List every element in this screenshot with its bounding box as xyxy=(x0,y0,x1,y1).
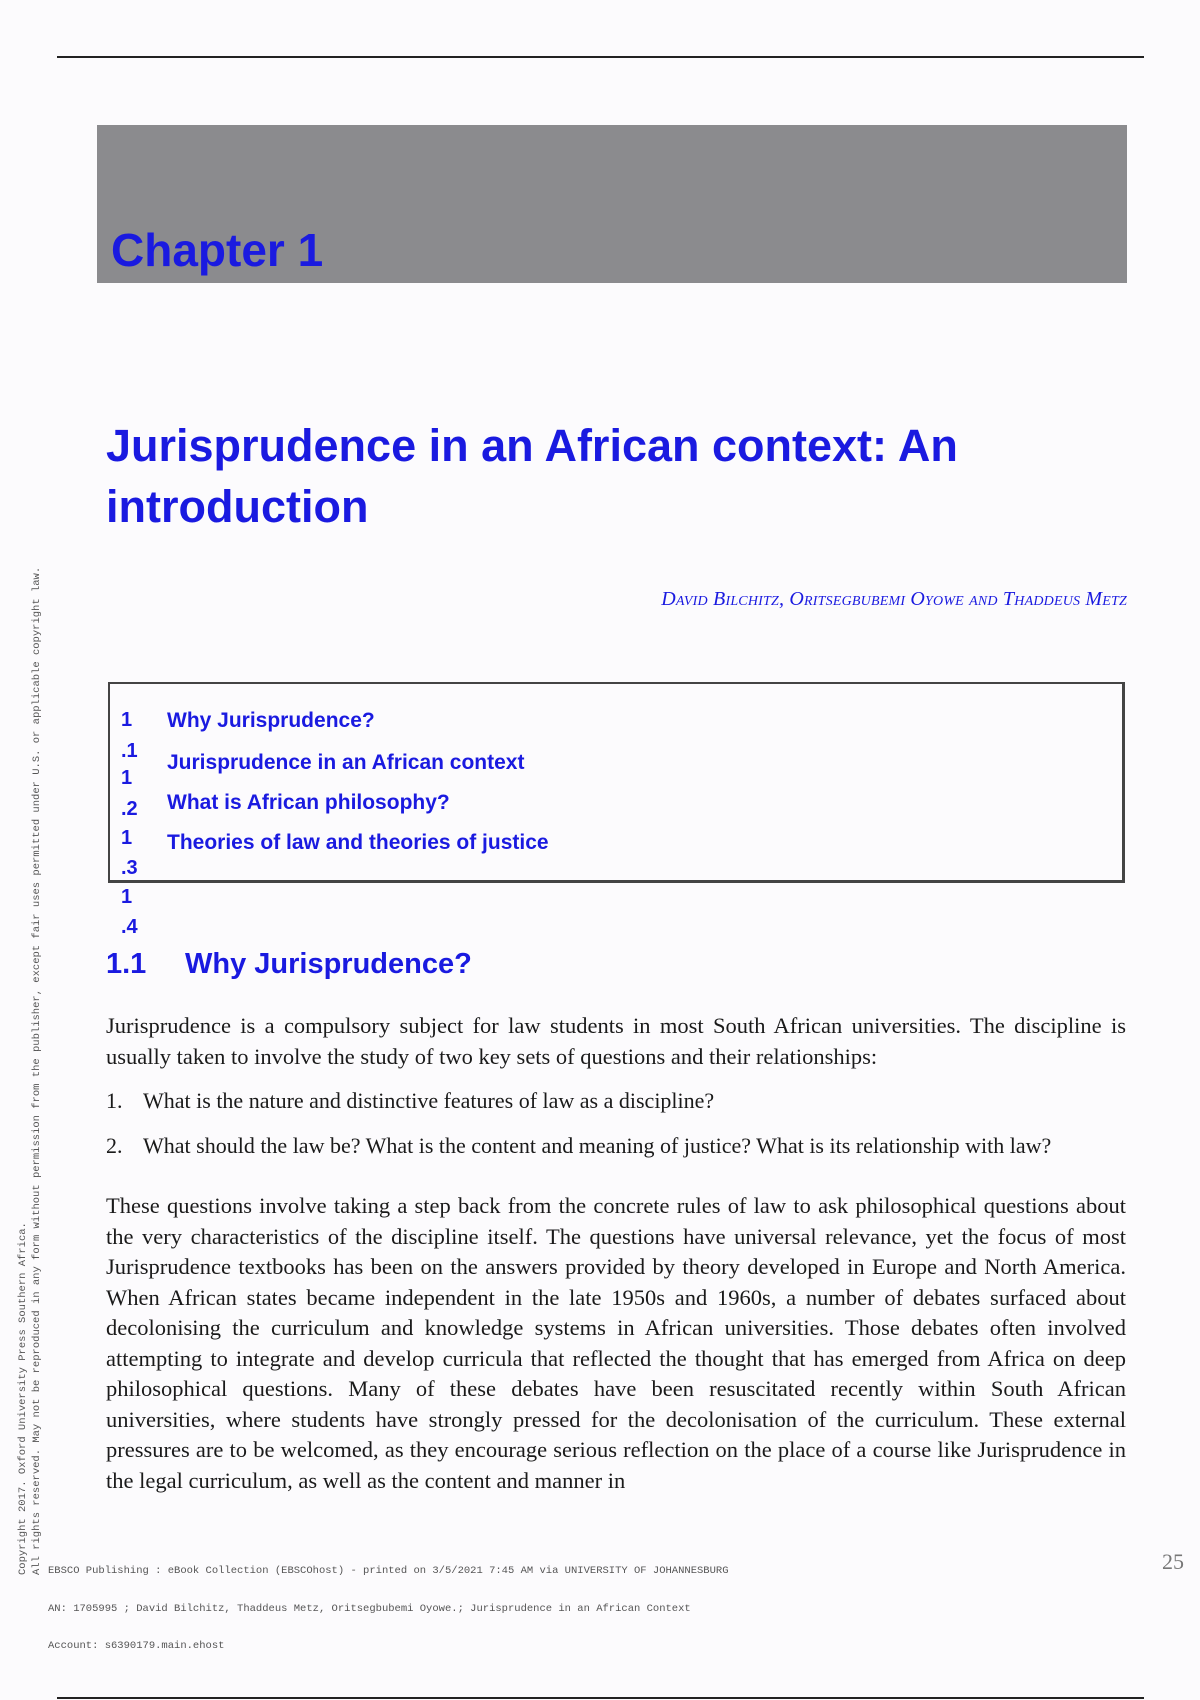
list-number: 1. xyxy=(106,1088,123,1113)
toc-number: .1 xyxy=(121,740,138,762)
toc-number: 1 xyxy=(121,709,133,731)
chapter-title: Jurisprudence in an African context: An introduction xyxy=(106,420,958,532)
footer-line: EBSCO Publishing : eBook Collection (EBSCOhost) - printed on 3/5/2021 7:45 AM via UNIVERSITY OF JOHANNESBURG xyxy=(48,1565,729,1577)
body-paragraph: Jurisprudence is a compulsory subject for law students in most South African universities. The discipline is usually taken to involve the study of two key sets of questions and their relationships: xyxy=(106,1013,1126,1069)
page-number: 25 xyxy=(1162,1549,1184,1574)
toc-number: 1 xyxy=(121,827,133,849)
copyright-line: All rights reserved. May not be reproduced in any form without permission from the publisher, except fair uses permitted under U.S. or applicable copyright law. xyxy=(31,566,43,1575)
footer-line: AN: 1705995 ; David Bilchitz, Thaddeus Metz, Oritsegbubemi Oyowe.; Jurisprudence in an African Context xyxy=(48,1602,691,1615)
list-item xyxy=(106,1133,1051,1159)
toc-number: .3 xyxy=(121,857,138,879)
toc-link-why-jurisprudence[interactable]: Why Jurisprudence? xyxy=(167,709,375,732)
toc-link-theories-of-law[interactable]: Theories of law and theories of justice xyxy=(167,831,549,854)
bottom-rule xyxy=(57,1697,1144,1699)
toc-number: 1 xyxy=(121,886,133,908)
toc-number: .2 xyxy=(121,798,138,820)
toc-number: .4 xyxy=(121,916,138,938)
copyright-line: Copyright 2017. Oxford University Press Southern Africa. xyxy=(17,1222,29,1575)
section-heading xyxy=(106,948,472,981)
section-number: 1.1 xyxy=(106,948,147,980)
toc-number: 1 xyxy=(121,767,133,789)
toc-link-african-philosophy[interactable]: What is African philosophy? xyxy=(167,791,450,814)
body-paragraph: These questions involve taking a step back from the concrete rules of law to ask philosophical questions about the very characteristics of the discipline itself. The questions have universal relevance, yet the focus of most Jurisprudence textbooks has been on the answers provided by theory developed in Europe and North America. When African states became independent in the late 1950s and 1960s, a number of debates surfaced about decolonising the curriculum and knowledge systems in African universities. Those debates often involved attempting to integrate and develop curricula that reflected the thought that has emerged from Africa on deep philosophical questions. Many of these debates have been resuscitated recently within South African universities, where students have strongly pressed for the decolonisation of the curriculum. These external pressures are to be welcomed, as they encourage serious reflection on the place of a course like Jurisprudence in the legal curriculum, as well as the content and manner in xyxy=(106,1193,1126,1493)
section-title: Why Jurisprudence? xyxy=(185,948,472,980)
top-rule xyxy=(57,56,1144,58)
list-text: What should the law be? What is the content and meaning of justice? What is its relationship with law? xyxy=(143,1133,1052,1158)
chapter-label: Chapter 1 xyxy=(111,224,324,276)
ebsco-footer xyxy=(48,1540,729,1665)
authors: David Bilchitz, Oritsegbubemi Oyowe and Thaddeus Metz xyxy=(661,588,1127,610)
chapter-banner xyxy=(97,125,1127,283)
list-text: What is the nature and distinctive features of law as a discipline? xyxy=(143,1088,715,1113)
toc-link-african-context[interactable]: Jurisprudence in an African context xyxy=(167,751,525,774)
list-number: 2. xyxy=(106,1133,123,1158)
list-item xyxy=(106,1088,714,1114)
copyright-notice xyxy=(16,415,44,1575)
footer-line: Account: s6390179.main.ehost xyxy=(48,1640,225,1652)
